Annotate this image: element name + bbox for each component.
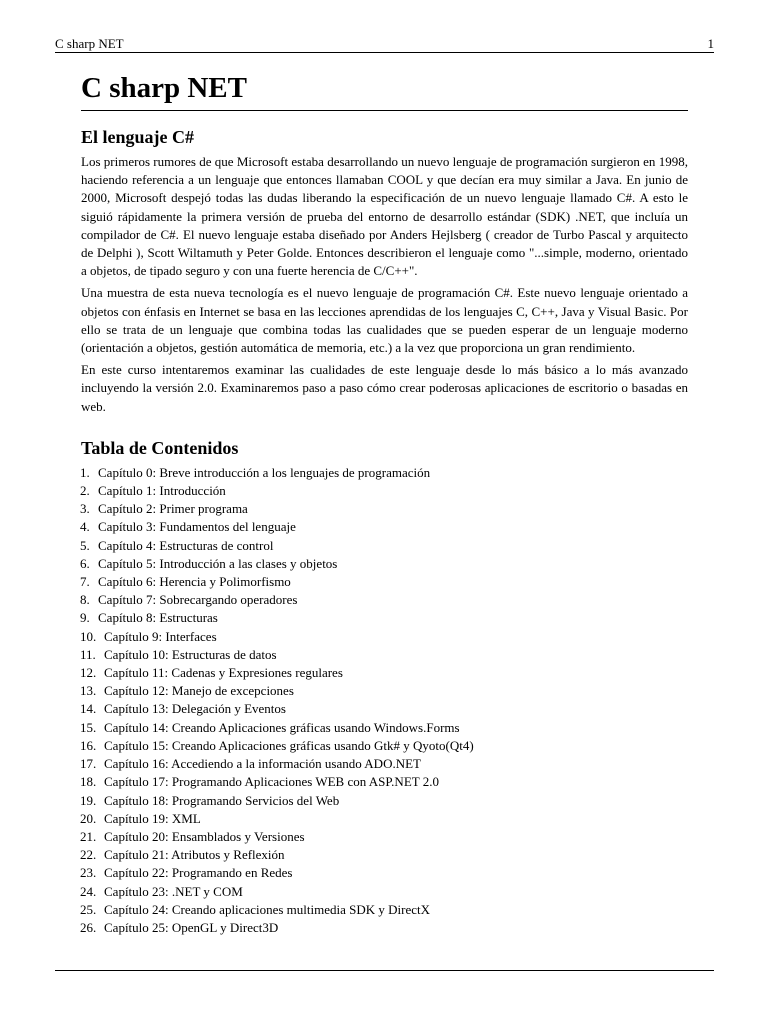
toc-item[interactable] — [81, 609, 688, 627]
toc-item-number: 25. — [80, 901, 97, 917]
toc-item-link[interactable]: Capítulo 5: Introducción a las clases y objetos — [98, 555, 338, 571]
footer-rule — [55, 970, 714, 971]
toc-item-number: 5. — [80, 537, 90, 553]
section-heading-toc: Tabla de Contenidos — [81, 437, 239, 458]
toc-item-number: 17. — [80, 756, 97, 772]
toc-item-number: 19. — [80, 792, 97, 808]
intro-paragraph: En este curso intentaremos examinar las cualidades de este lenguaje desde lo más básico a lo más avanzado incluyendo la versión 2.0. Examinaremos paso a paso cómo crear poderosas aplicaciones de escritorio o basadas en web. — [81, 362, 688, 414]
toc-item-number: 12. — [80, 665, 97, 681]
toc-item-number: 20. — [80, 810, 97, 826]
toc-item-link[interactable]: Capítulo 6: Herencia y Polimorfismo — [98, 574, 291, 590]
toc-item-number: 13. — [80, 683, 97, 699]
toc-item[interactable] — [81, 500, 688, 518]
toc-item-link[interactable]: Capítulo 23: .NET y COM — [104, 883, 243, 899]
toc-item-number: 11. — [80, 646, 96, 662]
toc-item-number: 7. — [80, 574, 90, 590]
toc-item[interactable] — [81, 792, 688, 810]
toc-item-link[interactable]: Capítulo 3: Fundamentos del lenguaje — [98, 519, 296, 535]
toc-item-link[interactable]: Capítulo 9: Interfaces — [104, 628, 217, 644]
toc-item[interactable] — [81, 628, 688, 646]
toc-item[interactable] — [81, 810, 688, 828]
toc-item-number: 26. — [80, 919, 97, 935]
intro-paragraph: Los primeros rumores de que Microsoft estaba desarrollando un nuevo lenguaje de programación surgieron en 1998, haciendo referencia a un lenguaje que entonces llamaban COOL y que decían era muy similar a Java. En junio de 2000, Microsoft despejó todas las dudas liberando la especificación de un nuevo lenguaje llamado C#. A esto le siguió rápidamente la primera versión de prueba del entorno de desarrollo estándar (SDK) .NET, que incluía un compilador de C#. El nuevo lenguaje estaba diseñado por Anders Hejlsberg ( creador de Turbo Pascal y arquitecto de Delphi ), Scott Wiltamuth y Peter Golde. Entonces describieron el lenguaje como "...simple, moderno, orientado a objetos, de tipado seguro y con una fuerte herencia de C/C++". — [81, 154, 688, 279]
toc-item[interactable] — [81, 737, 688, 755]
page-content — [81, 70, 688, 937]
toc-item-link[interactable]: Capítulo 0: Breve introducción a los lenguajes de programación — [98, 464, 431, 480]
toc-item-number: 22. — [80, 847, 97, 863]
toc-item[interactable] — [81, 573, 688, 591]
toc-item-number: 21. — [80, 828, 97, 844]
toc-item-link[interactable]: Capítulo 18: Programando Servicios del Web — [104, 792, 340, 808]
toc-item-link[interactable]: Capítulo 4: Estructuras de control — [98, 537, 274, 553]
toc-item-link[interactable]: Capítulo 7: Sobrecargando operadores — [98, 592, 298, 608]
page-number: 1 — [707, 36, 714, 51]
intro-section — [81, 153, 688, 416]
toc-item[interactable] — [81, 700, 688, 718]
toc-item[interactable] — [81, 828, 688, 846]
toc-item-link[interactable]: Capítulo 13: Delegación y Eventos — [104, 701, 286, 717]
toc-item[interactable] — [81, 773, 688, 791]
toc-item-link[interactable]: Capítulo 12: Manejo de excepciones — [104, 683, 294, 699]
toc-item-number: 6. — [80, 555, 90, 571]
toc-item[interactable] — [81, 719, 688, 737]
toc-item[interactable] — [81, 682, 688, 700]
toc-item-link[interactable]: Capítulo 21: Atributos y Reflexión — [104, 847, 285, 863]
toc-item-number: 18. — [80, 774, 97, 790]
toc-item-number: 2. — [80, 483, 90, 499]
toc-item-number: 3. — [80, 501, 90, 517]
table-of-contents — [81, 464, 688, 937]
toc-item[interactable] — [81, 537, 688, 555]
toc-item[interactable] — [81, 664, 688, 682]
toc-item[interactable] — [81, 518, 688, 536]
toc-item[interactable] — [81, 919, 688, 937]
header-rule — [55, 52, 714, 53]
running-title: C sharp NET — [55, 36, 124, 51]
toc-item-number: 14. — [80, 701, 97, 717]
toc-item-number: 10. — [80, 628, 97, 644]
toc-item-number: 1. — [80, 464, 90, 480]
document-title: C sharp NET — [81, 70, 688, 111]
running-header — [55, 36, 714, 51]
toc-item-number: 16. — [80, 737, 97, 753]
toc-item[interactable] — [81, 864, 688, 882]
toc-item[interactable] — [81, 901, 688, 919]
toc-item-link[interactable]: Capítulo 24: Creando aplicaciones multimedia SDK y DirectX — [104, 901, 431, 917]
toc-item-link[interactable]: Capítulo 20: Ensamblados y Versiones — [104, 828, 305, 844]
toc-item[interactable] — [81, 464, 688, 482]
toc-item-link[interactable]: Capítulo 15: Creando Aplicaciones gráficas usando Gtk# y Qyoto(Qt4) — [104, 737, 474, 753]
toc-item-link[interactable]: Capítulo 11: Cadenas y Expresiones regulares — [104, 665, 343, 681]
toc-item-link[interactable]: Capítulo 8: Estructuras — [98, 610, 218, 626]
toc-item[interactable] — [81, 883, 688, 901]
toc-item-link[interactable]: Capítulo 17: Programando Aplicaciones WEB con ASP.NET 2.0 — [104, 774, 439, 790]
toc-item-link[interactable]: Capítulo 2: Primer programa — [98, 501, 248, 517]
toc-item[interactable] — [81, 755, 688, 773]
toc-item-link[interactable]: Capítulo 16: Accediendo a la información usando ADO.NET — [104, 756, 421, 772]
toc-item-link[interactable]: Capítulo 22: Programando en Redes — [104, 865, 293, 881]
toc-item-link[interactable]: Capítulo 25: OpenGL y Direct3D — [104, 919, 279, 935]
intro-paragraph: Una muestra de esta nueva tecnología es el nuevo lenguaje de programación C#. Este nuevo lenguaje orientado a objetos con énfasis en Internet se basa en las lecciones aprendidas de los lenguajes C, C++, Java y Visual Basic. Por ello se trata de un lenguaje que combina todas las cualidades que se pueden esperar de un lenguaje moderno (orientación a objetos, gestión automática de memoria, etc.) a la vez que proporciona un gran rendimiento. — [81, 285, 688, 356]
toc-item[interactable] — [81, 482, 688, 500]
toc-item[interactable] — [81, 555, 688, 573]
toc-item-number: 15. — [80, 719, 97, 735]
toc-item-link[interactable]: Capítulo 19: XML — [104, 810, 201, 826]
toc-item[interactable] — [81, 646, 688, 664]
section-heading-lenguaje: El lenguaje C# — [81, 127, 195, 147]
toc-item[interactable] — [81, 846, 688, 864]
toc-item-number: 23. — [80, 865, 97, 881]
toc-item-link[interactable]: Capítulo 1: Introducción — [98, 483, 226, 499]
toc-item-link[interactable]: Capítulo 14: Creando Aplicaciones gráficas usando Windows.Forms — [104, 719, 460, 735]
toc-item-number: 8. — [80, 592, 90, 608]
toc-item-link[interactable]: Capítulo 10: Estructuras de datos — [104, 646, 277, 662]
toc-item-number: 4. — [80, 519, 90, 535]
toc-item-number: 24. — [80, 883, 97, 899]
toc-item[interactable] — [81, 591, 688, 609]
toc-item-number: 9. — [80, 610, 90, 626]
